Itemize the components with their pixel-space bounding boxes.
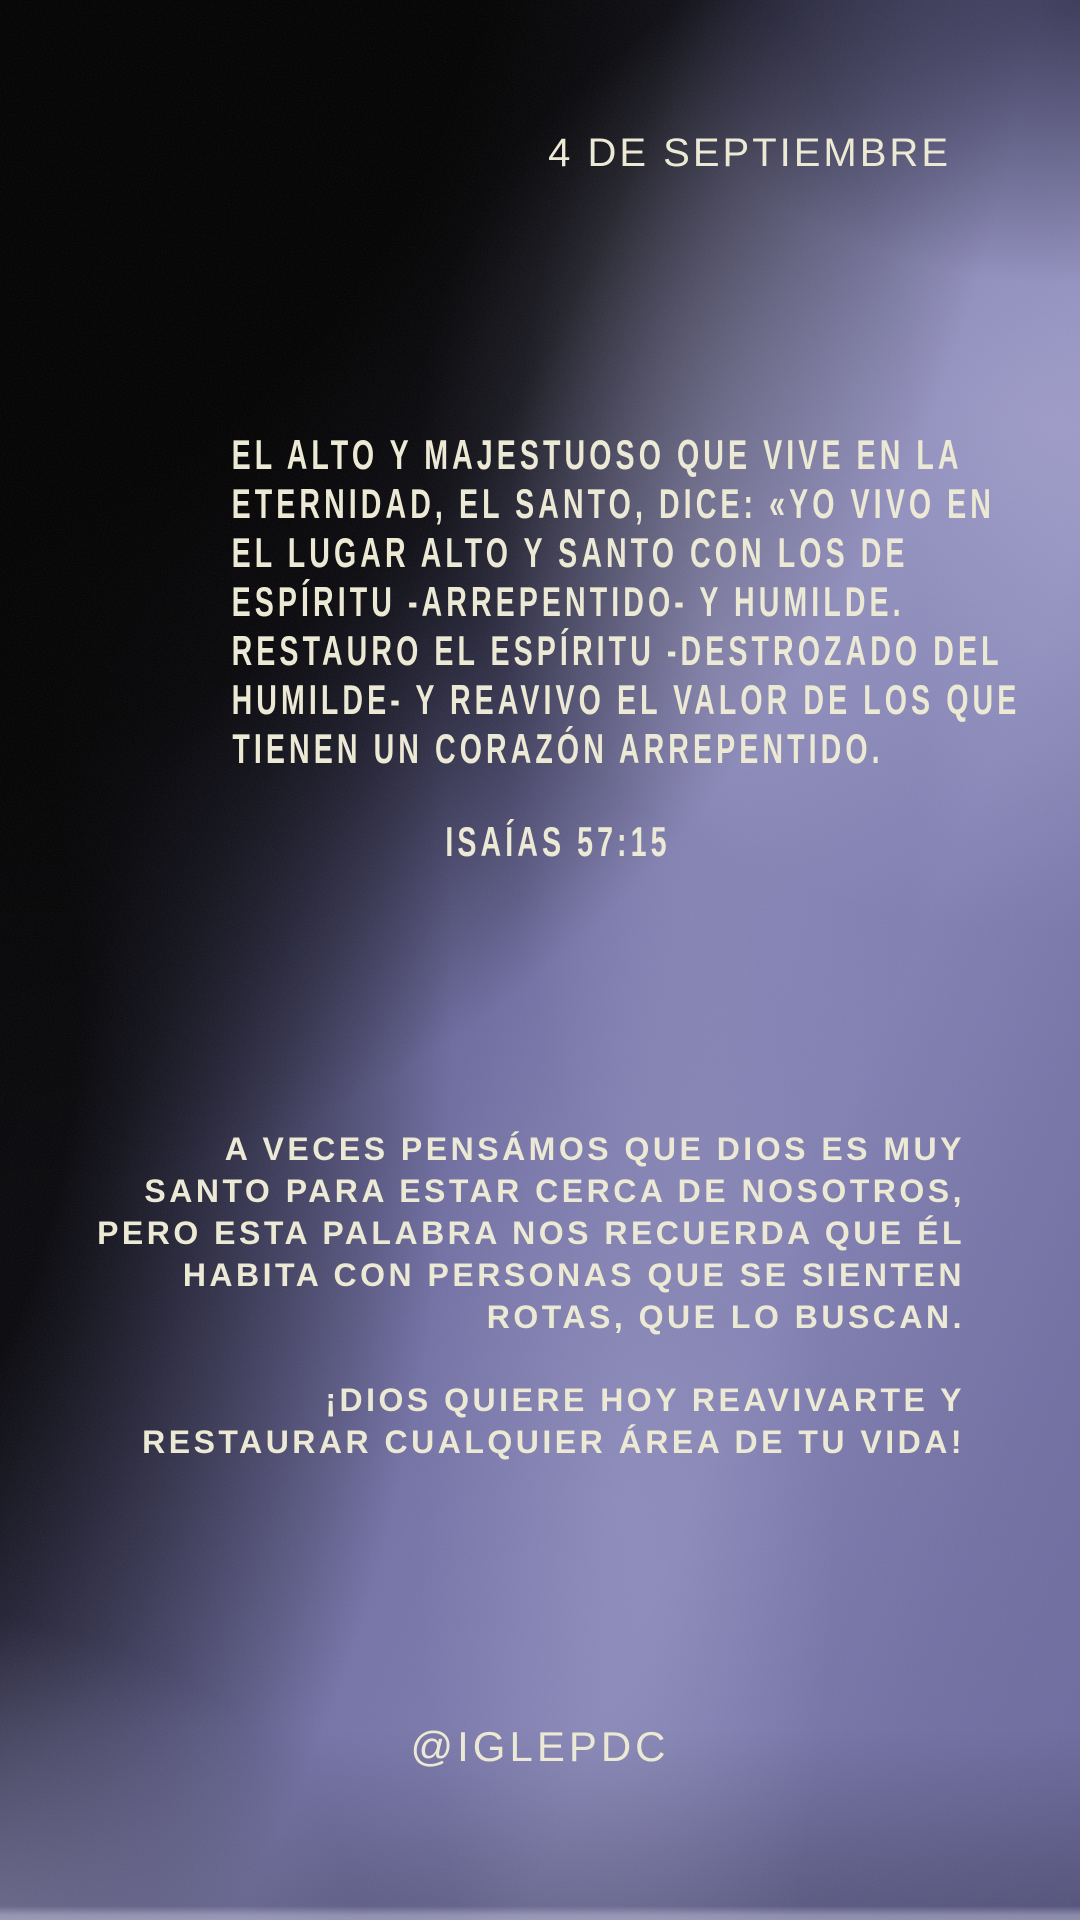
verse-block: [231, 430, 1021, 866]
verse-line: RESTAURO EL ESPÍRITU -DESTROZADO DEL: [231, 627, 1003, 674]
reflection-line: ROTAS, QUE LO BUSCAN.: [486, 1299, 965, 1335]
verse-line: TIENEN UN CORAZÓN ARREPENTIDO.: [232, 725, 884, 772]
reflection-block: [0, 1128, 965, 1463]
verse-line: EL ALTO Y MAJESTUOSO QUE VIVE EN LA: [231, 431, 963, 478]
verse-line: EL LUGAR ALTO Y SANTO CON LOS DE: [231, 529, 909, 576]
reflection-closing: [0, 1379, 965, 1463]
date-label: 4 DE SEPTIEMBRE: [548, 131, 951, 175]
reflection-line: ¡DIOS QUIERE HOY REAVIVARTE Y: [325, 1382, 965, 1418]
reflection-paragraph: [0, 1128, 965, 1338]
reflection-line: PERO ESTA PALABRA NOS RECUERDA QUE ÉL: [97, 1215, 965, 1251]
reflection-line: SANTO PARA ESTAR CERCA DE NOSOTROS,: [144, 1173, 965, 1209]
verse-line: ETERNIDAD, EL SANTO, DICE: «YO VIVO EN: [231, 480, 995, 527]
reflection-line: RESTAURAR CUALQUIER ÁREA DE TU VIDA!: [142, 1424, 965, 1460]
verse-line: ESPÍRITU -ARREPENTIDO- Y HUMILDE.: [231, 578, 905, 625]
reflection-line: A VECES PENSÁMOS QUE DIOS ES MUY: [224, 1131, 965, 1167]
reflection-line: HABITA CON PERSONAS QUE SE SIENTEN: [182, 1257, 965, 1293]
verse-line: HUMILDE- Y REAVIVO EL VALOR DE LOS QUE: [231, 676, 1021, 723]
verse-reference: ISAÍAS 57:15: [445, 818, 671, 865]
instagram-handle: @IGLEPDC: [410, 1723, 670, 1770]
